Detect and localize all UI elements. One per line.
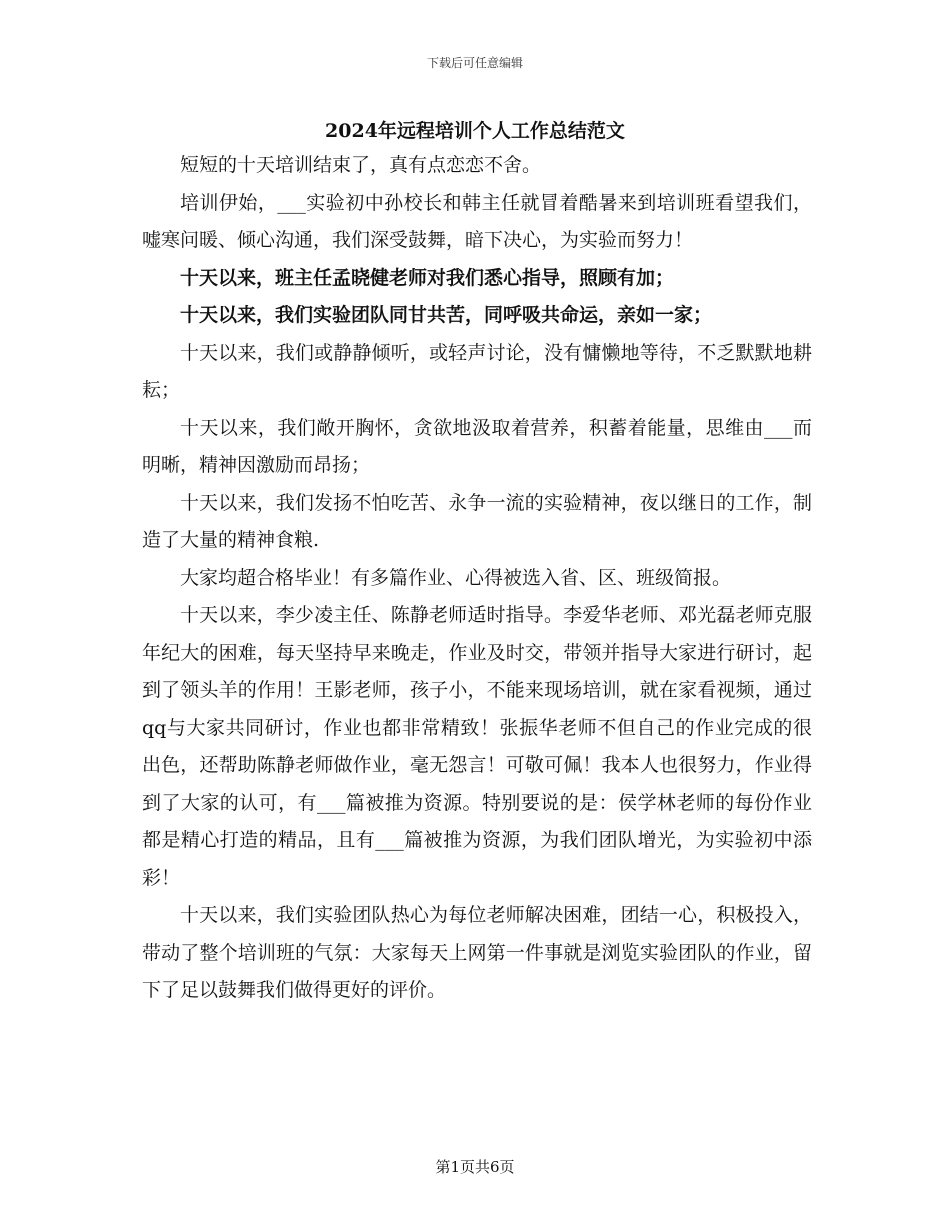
- paragraph: 培训伊始，___实验初中孙校长和韩主任就冒着酷暑来到培训班看望我们，嘘寒问暖、倾心沟通，我们深受鼓舞，暗下决心，为实验而努力！: [142, 191, 812, 251]
- paragraph: 短短的十天培训结束了，真有点恋恋不舍。: [180, 154, 542, 176]
- page-number: 第1页共6页: [435, 1158, 515, 1176]
- paragraph: 十天以来，我们发扬不怕吃苦、永争一流的实验精神，夜以继日的工作，制造了大量的精神食粮.: [142, 491, 812, 551]
- paragraph: 十天以来，我们或静静倾听，或轻声讨论，没有慵懒地等待，不乏默默地耕耘；: [142, 341, 812, 401]
- paragraph-bold: 十天以来，班主任孟晓健老师对我们悉心指导，照顾有加；: [180, 266, 675, 289]
- paragraph: 十天以来，李少凌主任、陈静老师适时指导。李爱华老师、邓光磊老师克服年纪大的困难，每天坚持早来晚走，作业及时交，带领并指导大家进行研讨，起到了领头羊的作用！王影老师，孩子小，不能来现场培训，就在家看视频，通过qq与大家共同研讨，作业也都非常精致！张振华老师不但自己的作业完成的很出色，还帮助陈静老师做作业，毫无怨言！可敬可佩！我本人也很努力，作业得到了大家的认可，有___篇被推为资源。特别要说的是：侯学林老师的每份作业都是精心打造的精品，且有___篇被推为资源，为我们团队增光，为实验初中添彩！: [142, 604, 812, 889]
- header-note: 下载后可任意编辑: [426, 56, 523, 70]
- paragraph: 大家均超合格毕业！有多篇作业、心得被选入省、区、班级简报。: [180, 566, 732, 589]
- document-title: 2024年远程培训个人工作总结范文: [325, 120, 625, 142]
- document-body: [142, 147, 812, 1010]
- paragraph: 十天以来，我们敞开胸怀，贪欲地汲取着营养，积蓄着能量，思维由___而明晰，精神因激励而昂扬；: [142, 416, 812, 476]
- paragraph: 十天以来，我们实验团队热心为每位老师解决困难，团结一心，积极投入，带动了整个培训班的气氛：大家每天上网第一件事就是浏览实验团队的作业，留下了足以鼓舞我们做得更好的评价。: [142, 904, 812, 1001]
- paragraph-bold: 十天以来，我们实验团队同甘共苦，同呼吸共命运，亲如一家；: [180, 304, 713, 326]
